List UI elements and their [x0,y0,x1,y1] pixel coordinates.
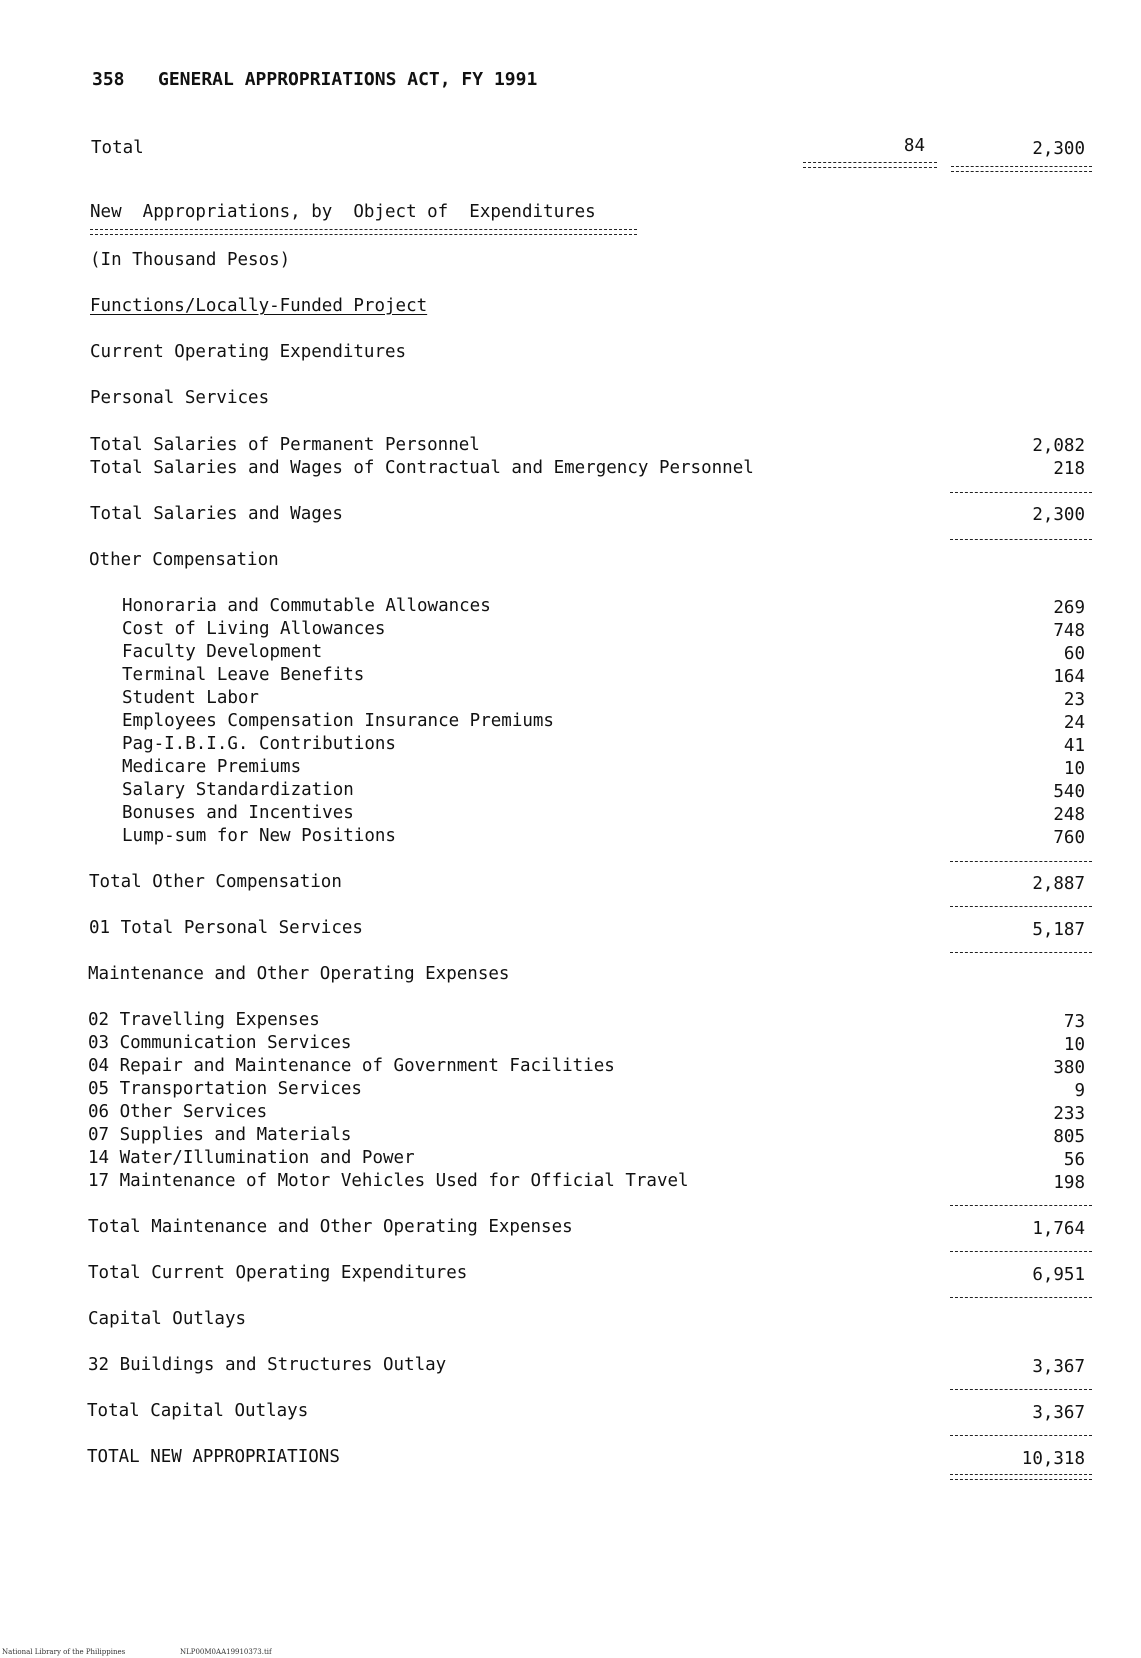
total-new-appropriations-value: 10,318 [1021,1449,1085,1469]
total-other-comp-label: Total Other Compensation [89,872,342,892]
line-label: Salary Standardization [122,780,354,800]
double-rule [950,1474,1092,1480]
line-label: 17 Maintenance of Motor Vehicles Used for Official Travel [88,1171,689,1191]
total-new-appropriations-label: TOTAL NEW APPROPRIATIONS [87,1447,340,1467]
section-title: New Appropriations, by Object of Expenditures [90,202,596,222]
line-label: Medicare Premiums [122,757,302,777]
total-row-col2: 2,300 [1032,139,1085,159]
subtotal-rule [950,1251,1092,1252]
line-value: 540 [1053,782,1085,802]
line-label: 06 Other Services [88,1102,268,1122]
line-value: 805 [1053,1127,1085,1147]
line-label: Employees Compensation Insurance Premiums [122,711,554,731]
personal-services-heading: Personal Services [90,388,270,408]
subtotal-rule [950,906,1092,907]
subtotal-rule [950,1205,1092,1206]
line-label: Faculty Development [122,642,323,662]
total-capital-value: 3,367 [1032,1403,1085,1423]
subtotal-rule [950,1389,1092,1390]
total-capital-label: Total Capital Outlays [87,1401,309,1421]
total-salaries-label: Total Salaries and Wages [90,504,343,524]
line-value: 10 [1063,1035,1085,1055]
capital-item-label: 32 Buildings and Structures Outlay [88,1355,447,1375]
line-value: 73 [1063,1012,1085,1032]
line-value: 41 [1063,736,1085,756]
line-label: 04 Repair and Maintenance of Government Facilities [88,1056,615,1076]
line-value: 164 [1053,667,1085,687]
line-value: 748 [1053,621,1085,641]
other-compensation-heading: Other Compensation [89,550,279,570]
line-value: 9 [1074,1081,1085,1101]
line-label: Bonuses and Incentives [122,803,354,823]
footer-file: NLP00M0AA19910373.tif [180,1648,272,1656]
line-label: Pag-I.B.I.G. Contributions [122,734,396,754]
subtotal-rule [950,539,1092,540]
total-mooe-label: Total Maintenance and Other Operating Expenses [88,1217,573,1237]
footer-library: National Library of the Philippines [2,1648,126,1656]
line-label: 05 Transportation Services [88,1079,362,1099]
line-value: 198 [1053,1173,1085,1193]
line-value: 218 [1053,459,1085,479]
line-label: 07 Supplies and Materials [88,1125,352,1145]
line-value: 380 [1053,1058,1085,1078]
total-row-label: Total [91,138,144,158]
subtotal-rule [950,952,1092,953]
subtotal-rule [950,861,1092,862]
total-personal-value: 5,187 [1032,920,1085,940]
line-label: Honoraria and Commutable Allowances [122,596,491,616]
total-row-col1: 84 [903,136,925,156]
double-rule [951,166,1092,172]
unit-note: (In Thousand Pesos) [90,250,291,270]
line-label: 02 Travelling Expenses [88,1010,320,1030]
subtotal-rule [950,1435,1092,1436]
page-number: 358 [92,69,125,90]
line-value: 10 [1063,759,1085,779]
page-header-title: GENERAL APPROPRIATIONS ACT, FY 1991 [158,69,538,90]
total-salaries-value: 2,300 [1032,505,1085,525]
line-label: Total Salaries of Permanent Personnel [90,435,480,455]
line-value: 60 [1063,644,1085,664]
total-personal-label: 01 Total Personal Services [89,918,363,938]
mooe-heading: Maintenance and Other Operating Expenses [88,964,510,984]
line-value: 269 [1053,598,1085,618]
line-label: 03 Communication Services [88,1033,352,1053]
line-value: 23 [1063,690,1085,710]
line-value: 56 [1063,1150,1085,1170]
line-label: Terminal Leave Benefits [122,665,365,685]
capital-item-value: 3,367 [1032,1357,1085,1377]
line-value: 233 [1053,1104,1085,1124]
line-value: 2,082 [1032,436,1085,456]
subtotal-rule [950,492,1092,493]
total-current-label: Total Current Operating Expenditures [88,1263,468,1283]
total-other-comp-value: 2,887 [1032,874,1085,894]
line-label: Total Salaries and Wages of Contractual and Emergency Personnel [90,458,754,478]
line-value: 24 [1063,713,1085,733]
current-operating-heading: Current Operating Expenditures [90,342,407,362]
line-label: Student Labor [122,688,259,708]
line-value: 760 [1053,828,1085,848]
functions-heading: Functions/Locally-Funded Project [90,296,428,316]
line-value: 248 [1053,805,1085,825]
total-mooe-value: 1,764 [1032,1219,1085,1239]
total-current-value: 6,951 [1032,1265,1085,1285]
double-rule [90,229,637,235]
line-label: Cost of Living Allowances [122,619,386,639]
double-rule [803,162,937,168]
line-label: Lump-sum for New Positions [122,826,396,846]
subtotal-rule [950,1297,1092,1298]
capital-outlays-heading: Capital Outlays [88,1309,247,1329]
line-label: 14 Water/Illumination and Power [88,1148,415,1168]
